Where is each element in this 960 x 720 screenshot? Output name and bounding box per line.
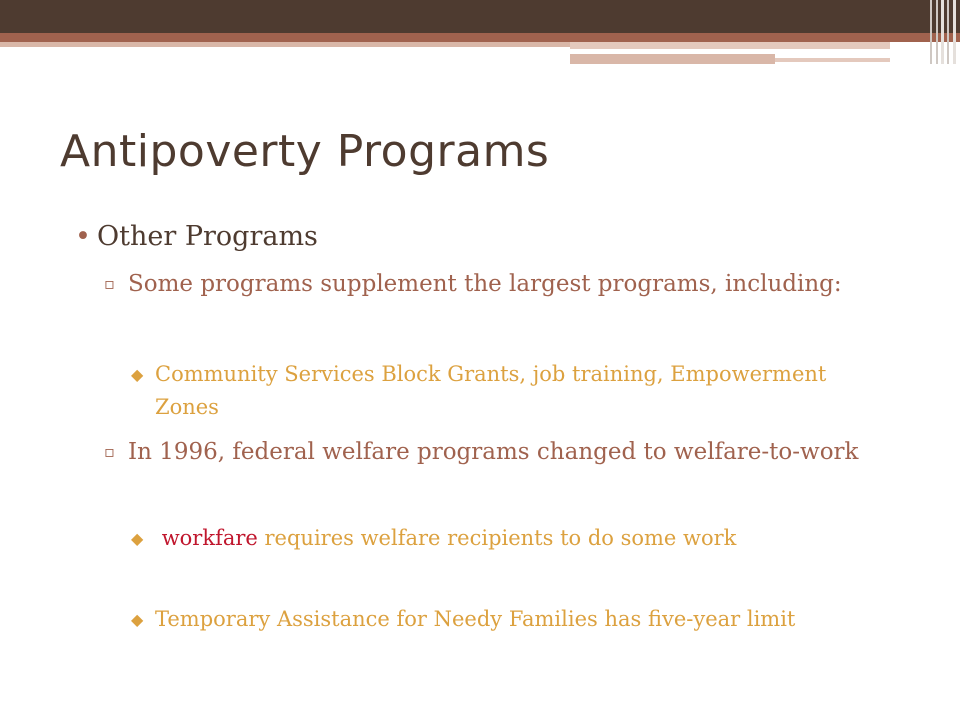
sub-bullet-point-text [155, 522, 891, 555]
header-vertical-line [947, 0, 949, 64]
key-term-workfare: workfare [161, 526, 258, 550]
sub-bullet-point [131, 358, 891, 424]
diamond-bullet-icon: ◆ [131, 365, 144, 384]
diamond-bullet-icon: ◆ [131, 529, 144, 548]
header-vertical-line [941, 0, 944, 64]
header-band-pale [0, 42, 570, 47]
header-band-dark [0, 0, 960, 33]
square-bullet-icon: ▫ [104, 442, 115, 461]
header-vertical-line [930, 0, 932, 64]
bullet-point [104, 266, 914, 302]
header-band-pale [570, 54, 775, 64]
square-bullet-icon: ▫ [104, 274, 115, 293]
sub-bullet-point [131, 603, 891, 636]
sub-bullet-point-text: Community Services Block Grants, job training, Empowerment Zones [155, 362, 827, 419]
bullet-dot-icon: • [75, 221, 91, 252]
bullet-point-text: In 1996, federal welfare programs changed to welfare-to-work [128, 439, 859, 465]
sub-bullet-rest-text: requires welfare recipients to do some work [257, 526, 737, 550]
header-band-rust [0, 33, 960, 42]
heading-text: Other Programs [97, 221, 318, 252]
header-vertical-line [936, 0, 938, 64]
header-band-pale [570, 42, 890, 49]
bullet-point [104, 434, 914, 470]
slide-title: Antipoverty Programs [60, 126, 550, 177]
heading-other-programs [75, 221, 318, 252]
sub-bullet-point-text: Temporary Assistance for Needy Families has five-year limit [155, 607, 796, 631]
diamond-bullet-icon: ◆ [131, 610, 144, 629]
header-band-pale [775, 58, 890, 62]
header-vertical-line [953, 0, 956, 64]
sub-bullet-point [131, 522, 891, 555]
bullet-point-text: Some programs supplement the largest programs, including: [128, 271, 842, 297]
